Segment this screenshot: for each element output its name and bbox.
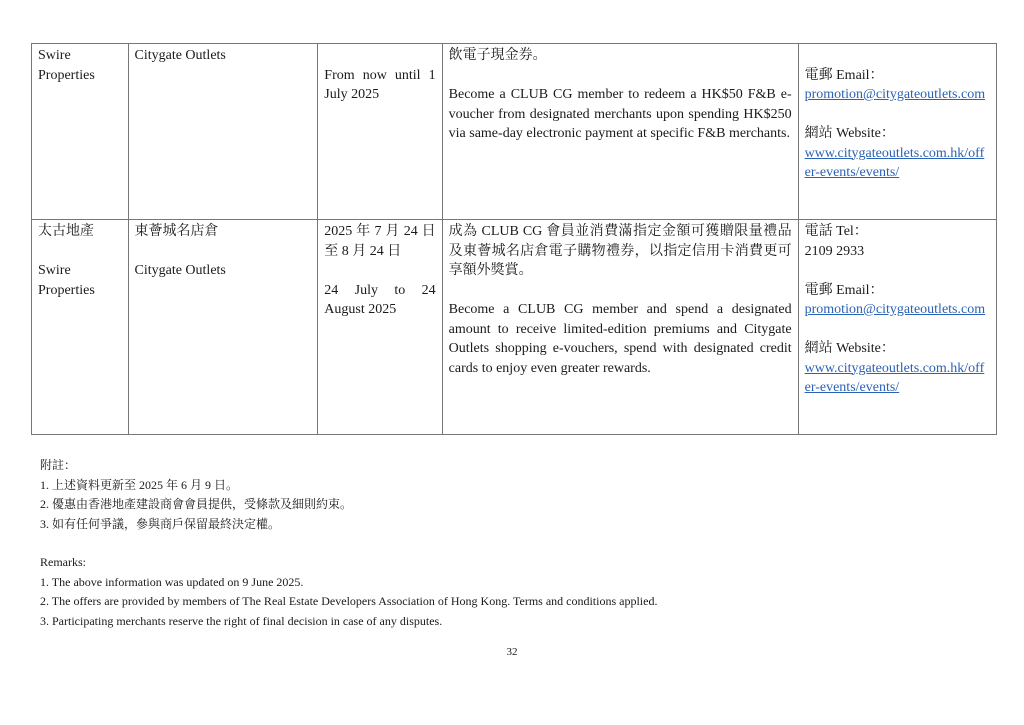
period-cell (318, 44, 442, 220)
company-name-en: Swire Properties (38, 48, 95, 83)
period-en: 24 July to 24 August 2025 (324, 282, 436, 317)
contact-cell (798, 44, 996, 220)
website-label: 網站 Website： (804, 341, 895, 356)
offers-table (31, 43, 997, 435)
website-link[interactable]: www.citygateoutlets.com.hk/offer-events/events/ (804, 145, 985, 180)
notes-title: 附註： (40, 458, 77, 472)
note-item: 3. 如有任何爭議，參與商戶保留最終決定權。 (40, 516, 281, 531)
period-zh: 2025 年 7 月 24 日至 8 月 24 日 (324, 224, 436, 259)
page-number: 32 (506, 646, 518, 658)
notes-zh (40, 456, 352, 534)
note-item: 2. 優惠由香港地產建設商會會員提供，受條款及細則約束。 (40, 497, 353, 511)
email-label: 電郵 Email： (804, 282, 884, 298)
contact-cell (798, 220, 996, 435)
note-item: 1. 上述資料更新至 2025 年 6 月 9 日。 (40, 477, 239, 492)
remarks-title: Remarks: (40, 555, 86, 569)
company-cell (32, 220, 129, 435)
mall-name-en: Citygate Outlets (134, 263, 226, 278)
mall-name-zh: 東薈城名店倉 (134, 224, 219, 239)
website-label: 網站 Website： (804, 126, 895, 141)
table-row (32, 44, 997, 220)
mall-name-en: Citygate Outlets (134, 48, 226, 63)
offer-zh: 成為 CLUB CG 會員並消費滿指定金額可獲贈限量禮品及東薈城名店倉電子購物禮券，以指定信用卡消費更可享額外獎賞。 (448, 224, 792, 278)
mall-cell (128, 220, 318, 435)
email-link[interactable]: promotion@citygateoutlets.com (804, 87, 986, 102)
website-link[interactable]: www.citygateoutlets.com.hk/offer-events/events/ (804, 360, 985, 395)
tel-label: 電話 Tel： (804, 224, 868, 239)
remarks-en (40, 553, 657, 631)
company-cell (32, 44, 129, 220)
email-label: 電郵 Email： (804, 67, 884, 83)
email-link[interactable]: promotion@citygateoutlets.com (804, 302, 986, 317)
remark-item: 2. The offers are provided by members of The Real Estate Developers Association of Hong Kong. Terms and conditions applied. (40, 594, 658, 608)
company-name-en: Swire Properties (38, 263, 95, 298)
remark-item: 3. Participating merchants reserve the right of final decision in case of any disputes. (40, 613, 443, 628)
mall-cell (128, 44, 318, 220)
table-row (32, 220, 997, 435)
offer-en: Become a CLUB CG member to redeem a HK$50 F&B e-voucher from designated merchants upon spending HK$250 via same-day electronic payment at specific F&B merchants. (448, 87, 792, 141)
company-name-zh: 太古地產 (38, 224, 94, 239)
period-cell (318, 220, 442, 435)
period-en: From now until 1 July 2025 (324, 67, 436, 102)
offer-en: Become a CLUB CG member and spend a designated amount to receive limited-edition premiums and Citygate Outlets shopping e-vouchers, spend with designated credit cards to enjoy even greater rewards. (448, 302, 792, 376)
offer-cell (442, 44, 798, 220)
tel-value: 2109 2933 (804, 243, 865, 259)
offer-zh: 飲電子現金券。 (448, 48, 547, 63)
offer-cell (442, 220, 798, 435)
remark-item: 1. The above information was updated on 9 June 2025. (40, 574, 304, 589)
